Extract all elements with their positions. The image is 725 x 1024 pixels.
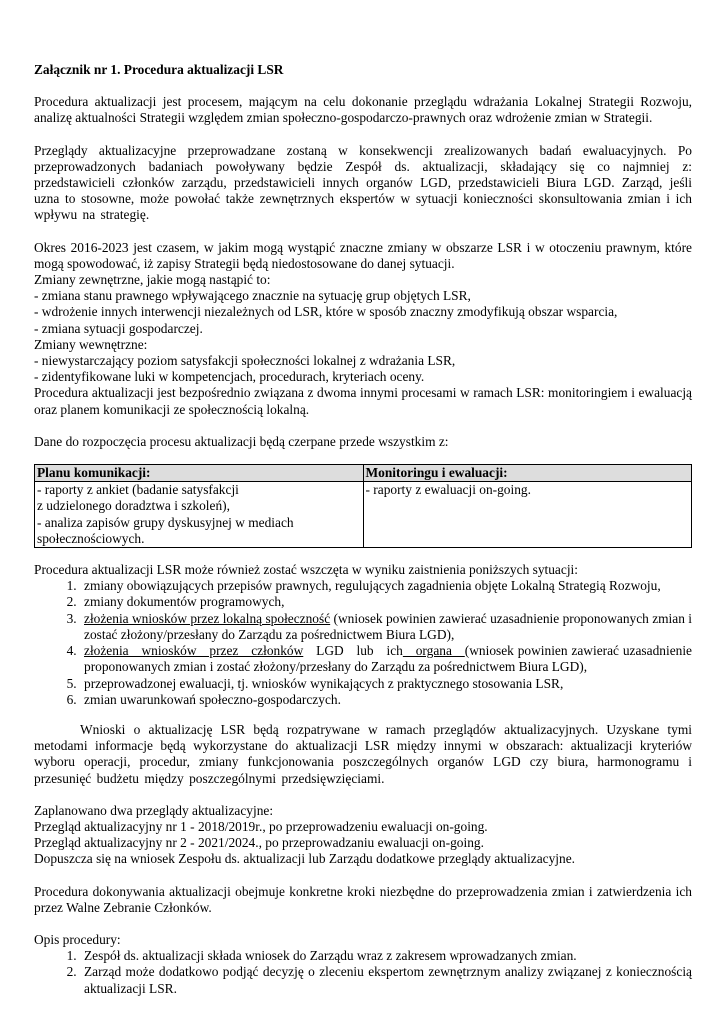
- intro-paragraph: Procedura aktualizacji jest procesem, mającym na celu dokonanie przeglądu wdrażania Lokalnej Strategii Rozwoju, analizę aktualności Strategii względem zmian społeczno-gospodarczo-prawnych oraz wdrożenie zmian w Strategii.: [34, 94, 692, 126]
- table-header-communication: Planu komunikacji:: [35, 465, 364, 482]
- list-item: [80, 578, 692, 594]
- table-cell-monitoring: [363, 482, 692, 548]
- trigger-text-underlined: złożenia wniosków przez lokalną społeczność: [84, 610, 331, 626]
- external-change-item: - zmiana stanu prawnego wpływającego znacznie na sytuację grup objętych LSR,: [34, 288, 471, 304]
- document-title: Załącznik nr 1. Procedura aktualizacji LSR: [34, 62, 284, 77]
- table-header-monitoring: Monitoringu i ewaluacji:: [363, 465, 692, 482]
- trigger-text: (wniosek powinien zawierać uzasadnienie proponowanych zmian i zostać złożony/przesłany do Zarządu za pośrednictwem Biura LGD),: [84, 643, 693, 675]
- triggers-list: [34, 578, 692, 708]
- list-item: [80, 594, 692, 610]
- list-item: [80, 643, 692, 675]
- list-item: [80, 611, 692, 643]
- table-cell-line: - analiza zapisów grupy dyskusyjnej w mediach: [37, 514, 294, 530]
- list-item: [80, 676, 692, 692]
- internal-changes-heading: Zmiany wewnętrzne:: [34, 336, 148, 352]
- table-cell-line: społecznościowych.: [37, 530, 145, 546]
- table-cell-line: z udzielonego doradztwa i szkoleń),: [37, 498, 230, 514]
- table-cell-line: - raporty z ankiet (badanie satysfakcji: [37, 482, 239, 498]
- trigger-text-underlined: złożenia wniosków przez członków: [84, 643, 304, 659]
- steps-paragraph: Procedura dokonywania aktualizacji obejmuje konkretne kroki niezbędne do przeprowadzenia zmian i zatwierdzenia ich przez Walne Zebranie Członków.: [34, 883, 692, 915]
- procedure-step-text: Zarząd może dodatkowo podjąć decyzję o zleceniu ekspertom zewnętrznym analizy związanej z koniecznością aktualizacji LSR.: [84, 964, 692, 996]
- procedure-steps-list: [34, 948, 692, 997]
- internal-change-item: - niewystarczający poziom satysfakcji społeczności lokalnej z wdrażania LSR,: [34, 353, 456, 369]
- list-item: [80, 964, 692, 996]
- trigger-text: zmiany obowiązujących przepisów prawnych, regulujących zagadnienia objęte Lokalną Strategią Rozwoju,: [84, 578, 661, 594]
- trigger-text-underlined: organa: [402, 643, 465, 659]
- external-change-item: - zmiana sytuacji gospodarczej.: [34, 320, 203, 336]
- planned-reviews-heading: Zaplanowano dwa przeglądy aktualizacyjne:: [34, 802, 274, 818]
- table-row: [35, 482, 692, 548]
- procedure-heading: Opis procedury:: [34, 931, 121, 947]
- connection-paragraph: Procedura aktualizacji jest bezpośrednio związana z dwoma innymi procesami w ramach LSR: monitoringiem i ewaluacją oraz planem komunikacji ze społecznością lokalną.: [34, 385, 692, 417]
- trigger-text: LGD lub ich: [303, 643, 403, 659]
- data-sources-intro: Dane do rozpoczęcia procesu aktualizacji będą czerpane przede wszystkim z:: [34, 433, 449, 449]
- planned-review-line: Dopuszcza się na wniosek Zespołu ds. aktualizacji lub Zarządu dodatkowe przeglądy aktualizacyjne.: [34, 851, 575, 867]
- trigger-text: zmiany dokumentów programowych,: [84, 594, 285, 610]
- list-item: [80, 692, 692, 708]
- changes-section: [34, 240, 692, 418]
- external-change-item: - wdrożenie innych interwencji niezależnych od LSR, które w sposób znaczny zmodyfikują obszar wsparcia,: [34, 304, 618, 320]
- planned-review-line: Przegląd aktualizacyjny nr 1 - 2018/2019r., po przeprowadzeniu ewaluacji on-going.: [34, 818, 488, 834]
- trigger-text: przeprowadzonej ewaluacji, tj. wniosków wynikających z praktycznego stosowania LSR,: [84, 675, 564, 691]
- reviews-paragraph: Przeglądy aktualizacyjne przeprowadzane zostaną w konsekwencji zrealizowanych badań ewaluacyjnych. Po przeprowadzonych badaniach powoływany będzie Zespół ds. aktualizacji, składający się co najmniej z: przedstawicieli członków zarządu, przedstawicieli innych organów LGD, przedstawicieli Biura LGD. Zarząd, jeśli uzna to stosowne, może powołać także zewnętrznych ekspertów w sytuacji konieczności skonsultowania zmian i ich wpływu na strategię.: [34, 142, 692, 223]
- conclusions-paragraph: Wnioski o aktualizację LSR będą rozpatrywane w ramach przeglądów aktualizacyjnych. Uzyskane tymi metodami informacje będą wykorzystane do aktualizacji LSR między innymi w obszarach: aktualizacji kryteriów wyboru operacji, procedur, zmiany funkcjonowania poszczególnych organów LGD czy biura, harmonogramu i przesunięć budżetu między poszczególnymi przedsięwzięciami.: [34, 721, 692, 786]
- list-item: [80, 948, 692, 964]
- procedure-step-text: Zespół ds. aktualizacji składa wniosek do Zarządu wraz z zakresem wprowadzanych zmian.: [84, 948, 577, 964]
- period-paragraph: Okres 2016-2023 jest czasem, w jakim mogą wystąpić znaczne zmiany w obszarze LSR i w otoczeniu prawnym, które mogą spowodować, iż zapisy Strategii będą niedostosowane do danej sytuacji.: [34, 239, 692, 271]
- trigger-text: (wniosek powinien zawierać uzasadnienie proponowanych zmian i zostać złożony/przesłany do Zarządu za pośrednictwem Biura LGD),: [84, 610, 692, 642]
- triggers-intro: Procedura aktualizacji LSR może również zostać wszczęta w wyniku zaistnienia poniższych sytuacji:: [34, 562, 578, 578]
- planned-review-line: Przegląd aktualizacyjny nr 2 - 2021/2024., po przeprowadzaniu ewaluacji on-going.: [34, 835, 484, 851]
- data-sources-table: [34, 464, 692, 548]
- trigger-text: zmian uwarunkowań społeczno-gospodarczych.: [84, 691, 341, 707]
- document-page: [34, 62, 692, 997]
- table-cell-communication: [35, 482, 364, 548]
- table-cell-line: - raporty z ewaluacji on-going.: [365, 482, 531, 498]
- planned-reviews: [34, 803, 692, 868]
- internal-change-item: - zidentyfikowane luki w kompetencjach, procedurach, kryteriach oceny.: [34, 369, 425, 385]
- table-header-row: [35, 465, 692, 482]
- external-changes-heading: Zmiany zewnętrzne, jakie mogą nastąpić to:: [34, 272, 271, 288]
